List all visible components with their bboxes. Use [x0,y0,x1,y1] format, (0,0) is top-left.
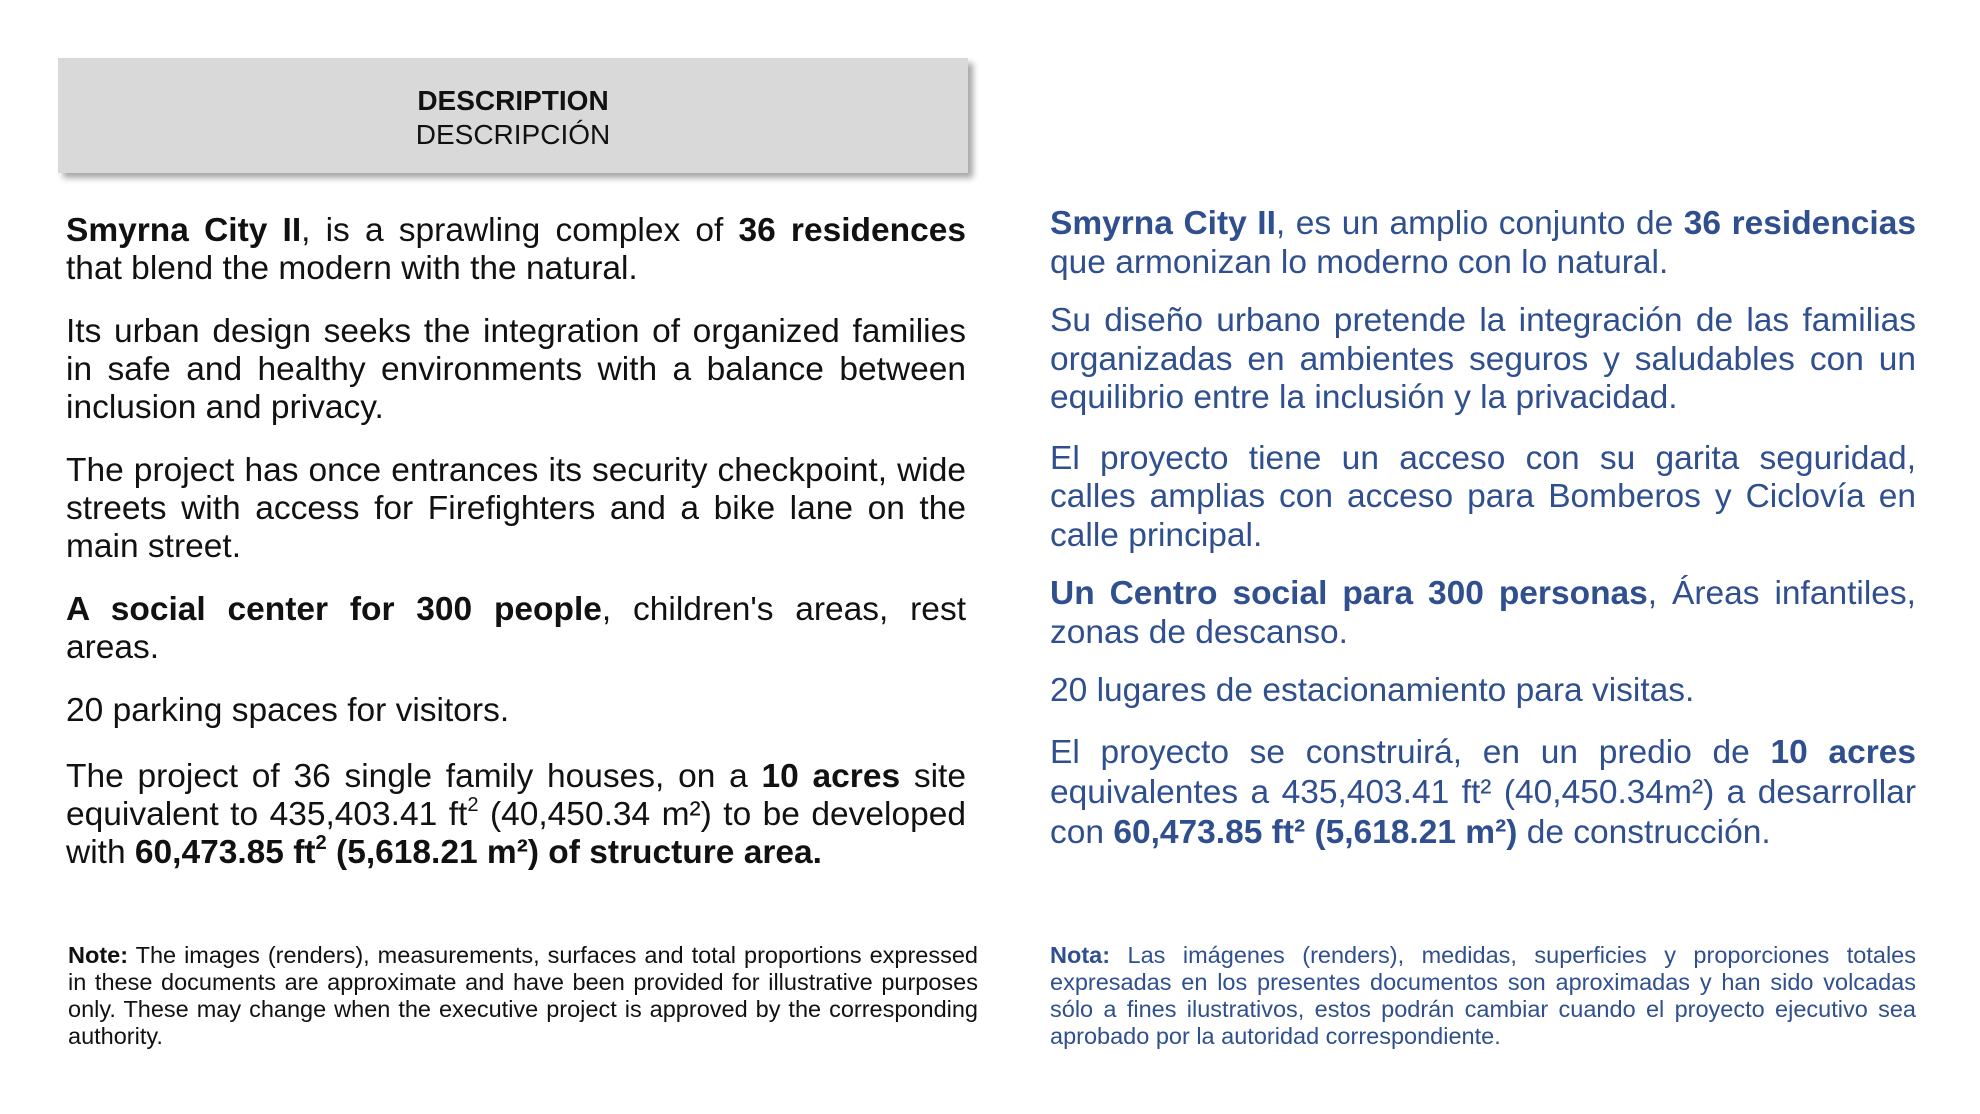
es-paragraph-parking: 20 lugares de estacionamiento para visitas. [1050,672,1695,709]
social-center-text: A social center for 300 people [66,591,602,628]
superscript-2: 2 [467,793,479,816]
en-intro-text-1: , is a sprawling complex of [301,212,739,249]
en-paragraph-design: Its urban design seeks the integration of organized families in safe and healthy environments with a balance between inclusion and privacy. [66,313,966,426]
en-paragraph-parking: 20 parking spaces for visitors. [66,692,510,729]
en-project-text-1: The project of 36 single family houses, on a [66,758,762,795]
es-paragraph-intro [1050,205,1916,282]
en-project-text-3: (40,450.34 m²) to be developed with [66,796,966,871]
spanish-note [1050,942,1916,1050]
english-note [68,942,978,1050]
es-paragraph-project [1050,733,1916,853]
structure-area-m: (5,618.21 m²) of structure area. [326,834,822,871]
structure-area-es: 60,473.85 ft² (5,618.21 m²) [1113,813,1518,851]
en-intro-text-2: that blend the modern with the natural. [66,250,638,287]
residence-count: 36 residences [738,212,966,249]
en-paragraph-intro [66,212,966,288]
en-project-text-2: site equivalent to 435,403.41 ft [66,758,966,833]
es-paragraph-access: El proyecto tiene un acceso con su garita seguridad, calles amplias con acceso para Bomberos y Ciclovía en calle principal. [1050,439,1916,554]
residence-count-es: 36 residencias [1683,205,1916,242]
description-header [58,58,968,173]
es-paragraph-design: Su diseño urbano pretende la integración de las familias organizadas en ambientes seguros y saludables con un equilibrio entre la inclusión y la privacidad. [1050,302,1916,416]
es-paragraph-social [1050,575,1916,652]
acres-value: 10 acres [761,758,901,795]
nota-text: Las imágenes (renders), medidas, superficies y proporciones totales expresadas en los presentes documentos son aproximadas y han sido volcadas sólo a fines ilustrativos, estos podrán cambiar cuando el proyecto ejecutivo sea aprobado por la autoridad correspondiente. [1050,942,1916,1049]
en-social-rest: , children's areas, rest areas. [66,591,966,666]
social-center-text-es: Un Centro social para 300 personas [1050,575,1648,612]
english-column [66,212,966,897]
es-intro-text-2: que armonizan lo moderno con lo natural. [1050,243,1669,281]
en-paragraph-project [66,758,966,872]
structure-area-ft: 60,473.85 ft [134,834,316,871]
nota-label: Nota: [1050,942,1111,968]
header-title-en: DESCRIPTION [417,85,609,116]
note-text: The images (renders), measurements, surfaces and total proportions expressed in these documents are approximate and have been provided for illustrative purposes only. These may change when the executive project is approved by the corresponding authority. [68,942,978,1049]
es-project-text-1: El proyecto se construirá, en un predio de [1050,733,1771,771]
header-title-es: DESCRIPCIÓN [415,119,611,150]
project-name: Smyrna City II [66,212,302,249]
es-social-rest: , Áreas infantiles, zonas de descanso. [1050,575,1916,651]
en-paragraph-social [66,591,966,667]
es-project-text-2: equivalentes a 435,403.41 ft² (40,450.34m²) a desarrollar con [1050,773,1916,851]
note-label: Note: [68,942,129,968]
superscript-2-bold: 2 [315,831,327,854]
es-project-text-3: de construcción. [1517,813,1771,851]
project-name-es: Smyrna City II [1050,205,1276,242]
es-intro-text-1: , es un amplio conjunto de [1275,205,1684,242]
spanish-column [1050,205,1916,873]
en-paragraph-access: The project has once entrances its security checkpoint, wide streets with access for Firefighters and a bike lane on the main street. [66,452,966,565]
acres-value-es: 10 acres [1770,733,1916,771]
